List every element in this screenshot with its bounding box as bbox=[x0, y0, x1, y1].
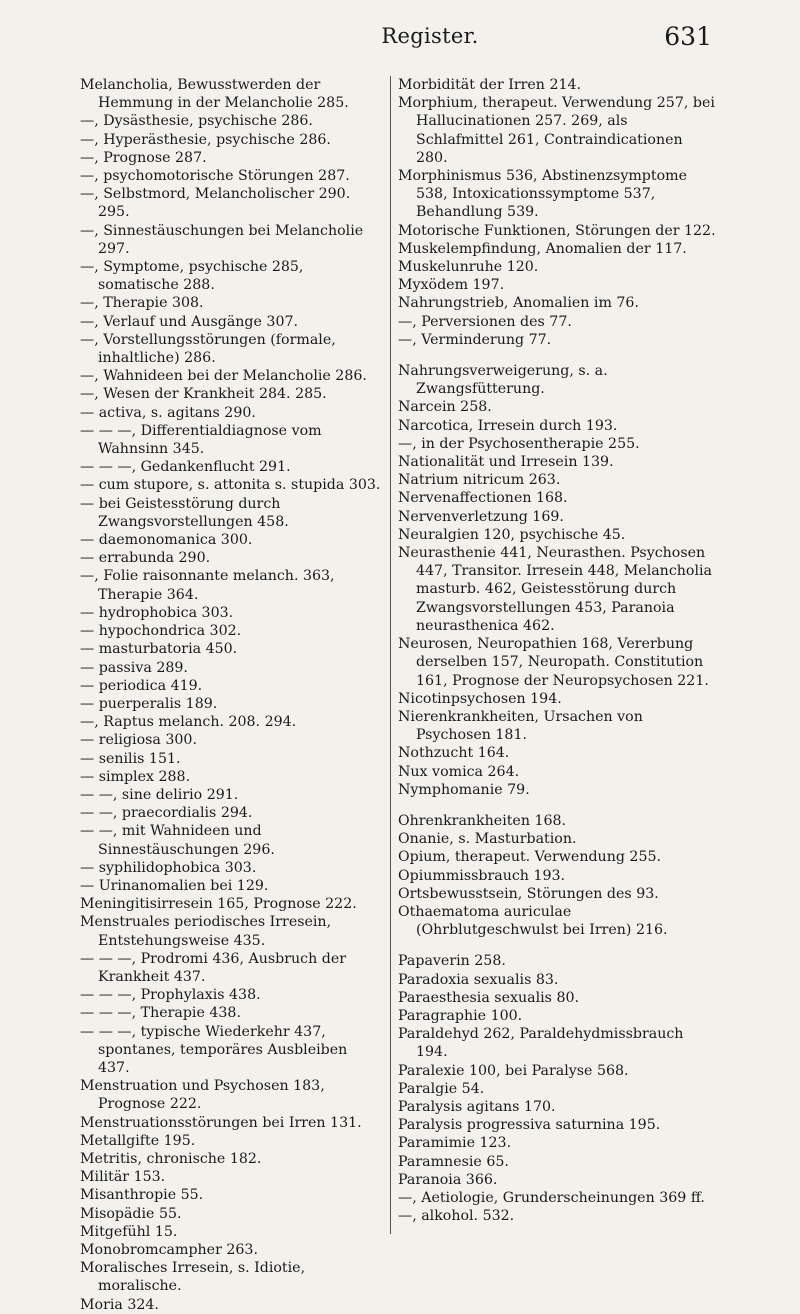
index-entry: — —, praecordialis 294. bbox=[80, 805, 253, 822]
index-entry: Paralgie 54. bbox=[398, 1080, 485, 1097]
index-entry: — —, sine delirio 291. bbox=[80, 786, 239, 803]
index-entry: Paraesthesia sexualis 80. bbox=[398, 989, 580, 1006]
column-divider bbox=[390, 76, 391, 1234]
index-entry: — masturbatoria 450. bbox=[80, 641, 238, 658]
index-entry: — daemonomanica 300. bbox=[80, 532, 253, 549]
index-entry: Nux vomica 264. bbox=[398, 763, 520, 780]
index-entry: Morphium, therapeut. Verwendung 257, bei Hallucinationen 257. 269, als Schlafmittel 261, Contraindicationen 280. bbox=[398, 95, 715, 166]
index-entry: Nahrungsverweigerung, s. a. Zwangsfütterung. bbox=[398, 363, 608, 398]
index-entry: — cum stupore, s. attonita s. stupida 303. bbox=[80, 477, 381, 494]
index-entry: Othaematoma auriculae (Ohrblutgeschwulst bei Irren) 216. bbox=[398, 903, 668, 939]
index-entry: Nervenverletzung 169. bbox=[398, 508, 564, 525]
index-entry: — — —, typische Wiederkehr 437, spontanes, temporäres Ausbleiben 437. bbox=[80, 1023, 348, 1076]
index-entry: Paralysis agitans 170. bbox=[398, 1098, 556, 1115]
index-entry: Paragraphie 100. bbox=[398, 1007, 523, 1024]
index-entry: —, Verlauf und Ausgänge 307. bbox=[80, 313, 299, 330]
index-entry: Papaverin 258. bbox=[398, 953, 506, 970]
index-entry: — —, mit Wahnideen und Sinnestäuschungen 296. bbox=[80, 823, 275, 858]
section-gap bbox=[398, 799, 716, 812]
index-entry: Menstruales periodisches Irresein, Entstehungsweise 435. bbox=[80, 914, 332, 949]
index-entry: — — —, Gedankenflucht 291. bbox=[80, 459, 291, 476]
index-entry: Muskelunruhe 120. bbox=[398, 259, 539, 276]
index-entry: —, Selbstmord, Melancholischer 290. 295. bbox=[80, 186, 351, 221]
index-entry: — passiva 289. bbox=[80, 659, 188, 676]
index-entry: Neuralgien 120, psychische 45. bbox=[398, 526, 626, 543]
index-entry: Moria 324. bbox=[80, 1296, 159, 1313]
page-header bbox=[0, 22, 800, 62]
index-entry: — periodica 419. bbox=[80, 677, 203, 694]
index-entry: — — —, Therapie 438. bbox=[80, 1005, 241, 1022]
index-entry: — hydrophobica 303. bbox=[80, 604, 234, 621]
index-entry: —, Perversionen des 77. bbox=[398, 313, 572, 330]
index-entry: Menstruation und Psychosen 183, Prognose 222. bbox=[80, 1078, 325, 1113]
index-entry: —, Symptome, psychische 285, somatische 288. bbox=[80, 259, 304, 294]
index-column-right bbox=[398, 76, 716, 1225]
index-entry: Paralysis progressiva saturnina 195. bbox=[398, 1117, 661, 1134]
index-entry: — hypochondrica 302. bbox=[80, 623, 242, 640]
index-entry: Ortsbewusstsein, Störungen des 93. bbox=[398, 885, 659, 902]
index-entry: Metallgifte 195. bbox=[80, 1132, 196, 1149]
index-entry: Melancholia, Bewusstwerden der Hemmung in der Melancholie 285. bbox=[80, 77, 349, 112]
index-entry: — syphilidophobica 303. bbox=[80, 859, 257, 876]
index-entry: Neurosen, Neuropathien 168, Vererbung derselben 157, Neuropath. Constitution 161, Prognose der Neuropsychosen 221. bbox=[398, 636, 709, 689]
index-entry: Ohrenkrankheiten 168. bbox=[398, 812, 567, 829]
index-entry: Paralexie 100, bei Paralyse 568. bbox=[398, 1062, 629, 1079]
index-entry: — Urinanomalien bei 129. bbox=[80, 877, 269, 894]
index-entry: — — —, Differentialdiagnose vom Wahnsinn 345. bbox=[80, 422, 322, 458]
index-entry: Misopädie 55. bbox=[80, 1205, 182, 1222]
index-entry: Meningitisirresein 165, Prognose 222. bbox=[80, 896, 357, 913]
index-entry: Paraldehyd 262, Paraldehydmissbrauch 194. bbox=[398, 1026, 684, 1061]
index-entry: Morbidität der Irren 214. bbox=[398, 77, 582, 93]
index-entry: Morphinismus 536, Abstinenzsymptome 538, Intoxicationssymptome 537, Behandlung 539. bbox=[398, 168, 687, 221]
index-entry: —, Therapie 308. bbox=[80, 295, 204, 312]
index-entry: Misanthropie 55. bbox=[80, 1187, 204, 1204]
index-entry: Nahrungstrieb, Anomalien im 76. bbox=[398, 295, 639, 312]
index-entry: Nothzucht 164. bbox=[398, 745, 510, 762]
index-entry: Nicotinpsychosen 194. bbox=[398, 690, 562, 707]
index-entry: Paradoxia sexualis 83. bbox=[398, 971, 559, 988]
section-gap bbox=[398, 939, 716, 952]
index-entry: —, Aetiologie, Grunderscheinungen 369 ff. bbox=[398, 1189, 705, 1206]
index-entry: — senilis 151. bbox=[80, 750, 181, 767]
index-entry: Narcotica, Irresein durch 193. bbox=[398, 417, 618, 434]
index-entry: Narcein 258. bbox=[398, 399, 492, 416]
index-entry: —, Folie raisonnante melanch. 363, Therapie 364. bbox=[80, 568, 335, 603]
index-entry: —, Wahnideen bei der Melancholie 286. bbox=[80, 368, 367, 385]
index-entry: Opium, therapeut. Verwendung 255. bbox=[398, 849, 662, 866]
index-entry: Paramnesie 65. bbox=[398, 1153, 509, 1170]
index-entry: Nationalität und Irresein 139. bbox=[398, 454, 614, 471]
index-entry: — errabunda 290. bbox=[80, 550, 211, 567]
index-entry: Opiummissbrauch 193. bbox=[398, 867, 566, 884]
index-entry: Paranoia 366. bbox=[398, 1171, 498, 1188]
index-entry: —, in der Psychosentherapie 255. bbox=[398, 435, 640, 452]
index-entry: —, Verminderung 77. bbox=[398, 331, 552, 348]
section-gap bbox=[398, 349, 716, 362]
index-entry: Motorische Funktionen, Störungen der 122. bbox=[398, 222, 716, 239]
index-entry: — simplex 288. bbox=[80, 768, 191, 785]
index-entry: —, Dysästhesie, psychische 286. bbox=[80, 113, 313, 130]
index-entry: Nierenkrankheiten, Ursachen von Psychosen 181. bbox=[398, 708, 643, 744]
index-entry: Muskelempfindung, Anomalien der 117. bbox=[398, 240, 687, 257]
index-entry: Paramimie 123. bbox=[398, 1135, 512, 1152]
index-entry: Metritis, chronische 182. bbox=[80, 1150, 262, 1167]
index-entry: —, Raptus melanch. 208. 294. bbox=[80, 714, 297, 731]
index-entry: Natrium nitricum 263. bbox=[398, 472, 561, 489]
index-entry: —, Vorstellungsstörungen (formale, inhaltliche) 286. bbox=[80, 331, 336, 367]
index-entry: Onanie, s. Masturbation. bbox=[398, 831, 577, 848]
index-entry: — — —, Prodromi 436, Ausbruch der Krankheit 437. bbox=[80, 950, 346, 985]
page-title: Register. bbox=[381, 24, 479, 48]
index-entry: —, Sinnestäuschungen bei Melancholie 297. bbox=[80, 222, 364, 257]
index-entry: —, psychomotorische Störungen 287. bbox=[80, 168, 350, 185]
index-entry: Mitgefühl 15. bbox=[80, 1223, 178, 1240]
index-entry: — activa, s. agitans 290. bbox=[80, 404, 256, 421]
index-entry: Menstruationsstörungen bei Irren 131. bbox=[80, 1114, 362, 1131]
index-entry: — religiosa 300. bbox=[80, 732, 197, 749]
index-entry: Moralisches Irresein, s. Idiotie, moralische. bbox=[80, 1260, 306, 1295]
index-entry: — bei Geistesstörung durch Zwangsvorstellungen 458. bbox=[80, 495, 289, 530]
index-entry: —, Prognose 287. bbox=[80, 149, 207, 166]
index-entry: — — —, Prophylaxis 438. bbox=[80, 987, 261, 1004]
index-entry: Monobromcampher 263. bbox=[80, 1242, 258, 1258]
index-entry: Myxödem 197. bbox=[398, 277, 505, 294]
page-number: 631 bbox=[664, 22, 712, 51]
index-entry: — puerperalis 189. bbox=[80, 695, 218, 712]
index-entry: Militär 153. bbox=[80, 1169, 166, 1186]
index-entry: Nervenaffectionen 168. bbox=[398, 490, 568, 507]
index-entry: Neurasthenie 441, Neurasthen. Psychosen 447, Transitor. Irresein 448, Melancholia masturb. 462, Geistesstörung durch Zwangsvorstellungen 453, Paranoia neurasthenica 462. bbox=[398, 545, 712, 634]
index-entry: Nymphomanie 79. bbox=[398, 781, 530, 798]
index-entry: —, Wesen der Krankheit 284. 285. bbox=[80, 386, 327, 403]
index-entry: —, Hyperästhesie, psychische 286. bbox=[80, 131, 331, 148]
index-column-left bbox=[80, 76, 383, 1314]
index-entry: —, alkohol. 532. bbox=[398, 1208, 515, 1225]
